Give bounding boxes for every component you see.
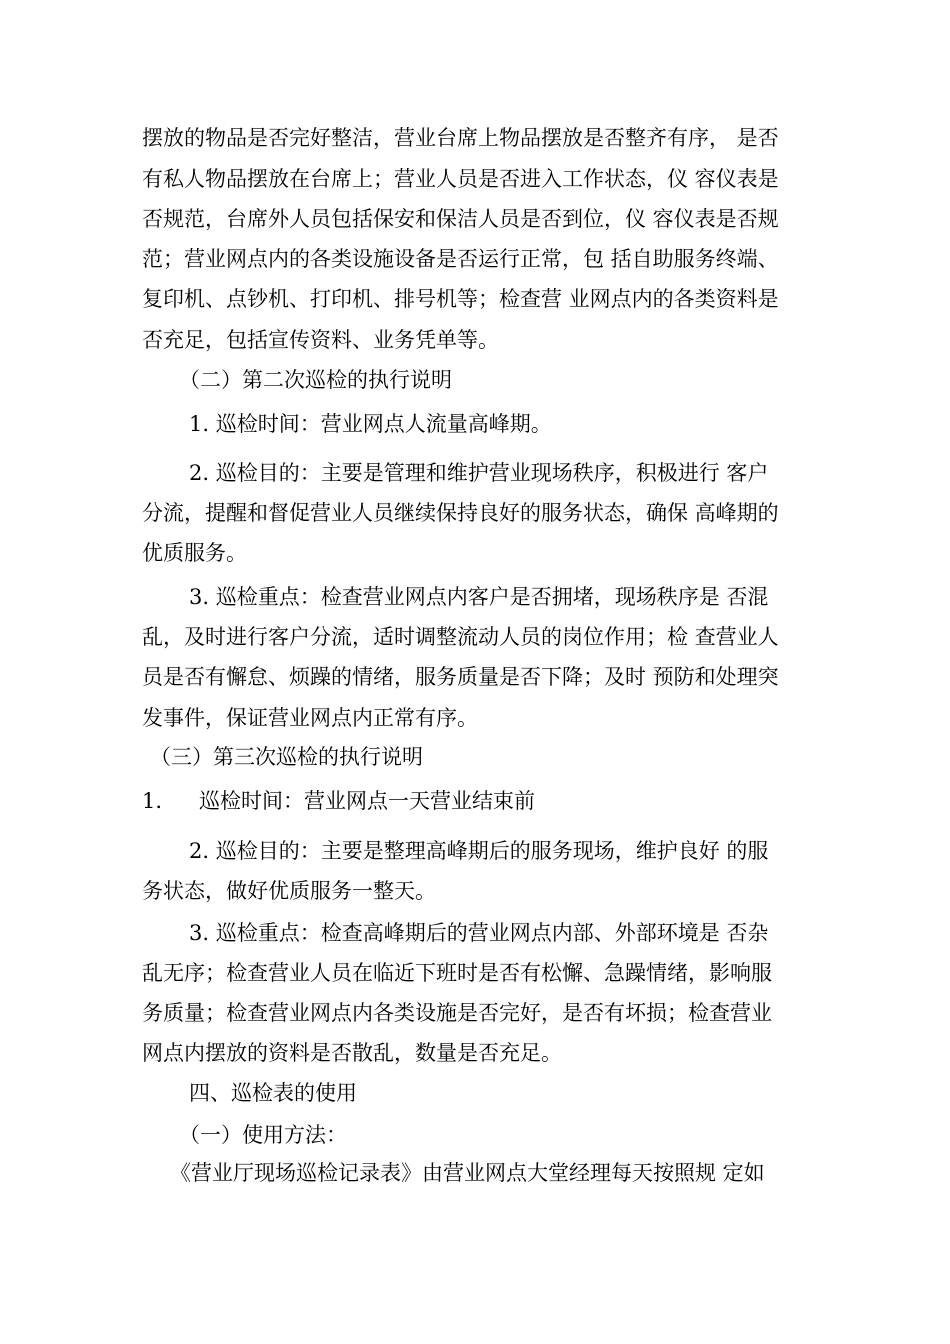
text-line: 《营业厅现场巡检记录表》由营业网点大堂经理每天按照规 定如 — [170, 1161, 765, 1185]
section-heading: 四、巡检表的使用 — [189, 1081, 357, 1105]
text-line: 乱，及时进行客户分流，适时调整流动人员的岗位作用；检 查营业人 — [142, 625, 779, 649]
text-line: 分流，提醒和督促营业人员继续保持良好的服务状态，确保 高峰期的 — [142, 501, 779, 525]
list-item: 巡检时间：营业网点一天营业结束前 — [199, 789, 535, 813]
text-line: 务质量；检查营业网点内各类设施是否完好，是否有坏损；检查营业 — [142, 1001, 772, 1025]
text-line: 发事件，保证营业网点内正常有序。 — [142, 706, 478, 730]
sub-heading: （一）使用方法： — [179, 1123, 347, 1147]
text-line: 摆放的物品是否完好整洁，营业台席上物品摆放是否整齐有序， 是否 — [142, 126, 779, 150]
text-line: 员是否有懈怠、烦躁的情绪，服务质量是否下降；及时 预防和处理突 — [142, 665, 779, 689]
text-line: 乱无序；检查营业人员在临近下班时是否有松懈、急躁情绪，影响服 — [142, 961, 772, 985]
list-item: 2. 巡检目的：主要是管理和维护营业现场秩序，积极进行 客户 — [189, 461, 769, 485]
section-heading: （二）第二次巡检的执行说明 — [179, 368, 452, 392]
list-number: 1. — [142, 789, 163, 813]
list-item: 3. 巡检重点：检查高峰期后的营业网点内部、外部环境是 否杂 — [189, 921, 769, 945]
list-item: 1. 巡检时间：营业网点人流量高峰期。 — [189, 412, 552, 436]
list-item: 2. 巡检目的：主要是整理高峰期后的服务现场，维护良好 的服 — [189, 839, 769, 863]
section-heading: （三）第三次巡检的执行说明 — [150, 745, 423, 769]
text-line: 务状态，做好优质服务一整天。 — [142, 879, 436, 903]
text-line: 有私人物品摆放在台席上；营业人员是否进入工作状态，仪 容仪表是 — [142, 167, 779, 191]
text-line: 范；营业网点内的各类设施设备是否运行正常，包 括自助服务终端、 — [142, 247, 779, 271]
text-line: 网点内摆放的资料是否散乱，数量是否充足。 — [142, 1041, 562, 1065]
text-line: 复印机、点钞机、打印机、排号机等；检查营 业网点内的各类资料是 — [142, 287, 779, 311]
text-line: 否规范，台席外人员包括保安和保洁人员是否到位，仪 容仪表是否规 — [142, 207, 779, 231]
text-line: 否充足，包括宣传资料、业务凭单等。 — [142, 328, 499, 352]
text-line: 优质服务。 — [142, 541, 247, 565]
list-item: 3. 巡检重点：检查营业网点内客户是否拥堵，现场秩序是 否混 — [189, 585, 769, 609]
